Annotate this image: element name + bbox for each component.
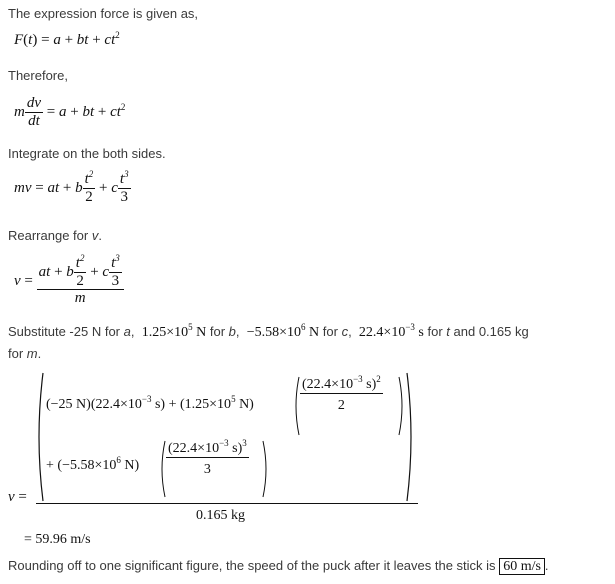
newton-equation: m $\frac{dv}{dt}$ = a + bt + $ct^2$ [14,95,126,129]
c-term-fraction: $\frac{(22.4\times 10^{-3} s)^3}{3}$ [168,438,247,477]
rearrange-var: v [91,228,99,243]
c-term-left-paren [158,440,166,498]
subst-part5: and 0.165 kg [449,324,529,339]
velocity-equation: v = at + b $\frac{t^2}{2}$ + c $\frac{t^3}{3}$ m [14,256,124,307]
therefore-text: Therefore, [8,68,68,83]
subst-t-value: $22.4\times 10^{-3}$ s [358,322,424,340]
b-term-right-paren [398,376,406,436]
v-equals: v = [8,489,27,505]
subst-part6: for [8,346,27,361]
integrate-text: Integrate on the both sides. [8,146,166,161]
substitute-text-cont [8,346,41,361]
main-fraction-bar [36,503,418,504]
subst-var-t: t [446,324,450,339]
b-term-fraction: $\frac{(22.4\times 10^{-3} s)^2}{2}$ [302,374,381,413]
subst-part3: for [322,324,342,339]
subst-var-m: m [26,346,38,361]
subst-part4: for [427,324,447,339]
subst-var-a: a [123,324,131,339]
rearrange-suffix: . [98,228,102,243]
c-term-right-paren [262,440,270,498]
outer-left-paren [34,372,44,502]
rearrange-text [8,228,102,243]
force-equation: F(t) = a + bt + $ct^2$ [14,30,120,48]
subst-part1: Substitute -25 N for [8,324,124,339]
outer-right-paren [406,372,416,502]
rounding-sentence: Rounding off to one significant figure, the speed of the puck after it leaves the stick is [8,558,496,573]
final-period: . [544,558,549,573]
subst-end: . [37,346,42,361]
b-term-left-paren [292,376,300,436]
subst-part2: for [209,324,229,339]
term-c: + ($-5.58\times 10^6$ N) [46,455,140,473]
result-value: = 59.96 m/s [24,532,91,547]
term-a-t: (−25 $N)(22.4\times 10^{-3}$ $s) + (1.25\times 10^5$ N) [46,394,254,412]
final-answer-box: 60 m/s [499,558,545,575]
integrated-equation: mv = at + b $\frac{t^2}{2}$ + c $\frac{t^3}{3}$ [14,169,129,205]
rounding-text [8,558,549,575]
subst-b-value: $1.25\times 10^5$ N [141,322,207,340]
rearrange-prefix: Rearrange for [8,228,92,243]
intro-text: The expression force is given as, [8,6,199,21]
subst-var-c: c [341,324,349,339]
mass-denominator: 0.165 kg [196,508,245,523]
subst-c-value: $-5.58\times 10^6$ N [246,322,320,340]
subst-var-b: b [228,324,236,339]
substitute-text: Substitute -25 N for a, $1.25\times 10^5$ N for b, $-5.58\times 10^6$ N for c, $22.4\times 10^{-3}$ s for t and 0.165 kg [8,322,529,340]
